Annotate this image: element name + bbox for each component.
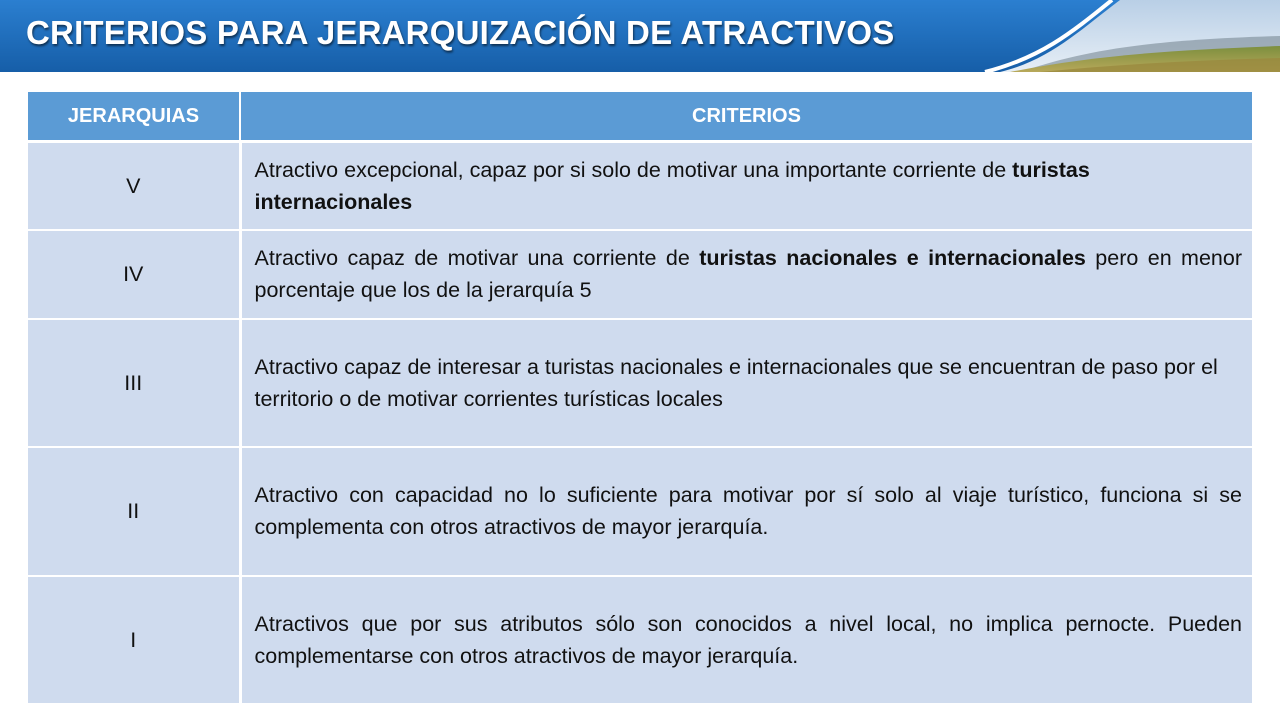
criteria-cell [240,142,1252,230]
table-row [28,142,1252,230]
criteria-cell [240,319,1252,447]
level-cell: IV [28,230,240,319]
criteria-table [28,92,1252,705]
criteria-emphasis: turistas nacionales e internacionales [699,246,1086,270]
table-header-row [28,92,1252,142]
criteria-text: pero en menor porcentaje que los de la jerarquía 5 [254,246,1242,302]
level-cell: II [28,447,240,576]
criteria-text: Atractivo capaz de motivar una corriente de [254,246,700,270]
level-cell: III [28,319,240,447]
criteria-cell [240,230,1252,319]
criteria-emphasis: turistas internacionales [254,157,1090,214]
table-row [28,447,1252,576]
criteria-text: Atractivos que por sus atributos sólo son conocidos a nivel local, no implica pernocte. Pueden complementarse con otros atractivos de mayor jerarquía. [254,611,1242,668]
level-cell: I [28,576,240,704]
column-header-criteria: CRITERIOS [240,92,1252,142]
table-row [28,576,1252,704]
table-row [28,319,1252,447]
column-header-levels: JERARQUIAS [28,92,240,142]
criteria-cell [240,576,1252,704]
criteria-cell [240,447,1252,576]
title-banner [0,0,1280,72]
level-cell: V [28,142,240,230]
table-row [28,230,1252,319]
criteria-text: Atractivo excepcional, capaz por si solo de motivar una importante corriente de [254,157,1013,182]
criteria-text: Atractivo con capacidad no lo suficiente para motivar por sí solo al viaje turístico, funciona si se complementa con otros atractivos de mayor jerarquía. [254,483,1242,539]
slide-title: CRITERIOS PARA JERARQUIZACIÓN DE ATRACTIVOS [26,14,895,51]
criteria-text: Atractivo capaz de interesar a turistas nacionales e internacionales que se encuentran de paso por el territorio o de motivar corrientes turísticas locales [254,354,1218,411]
